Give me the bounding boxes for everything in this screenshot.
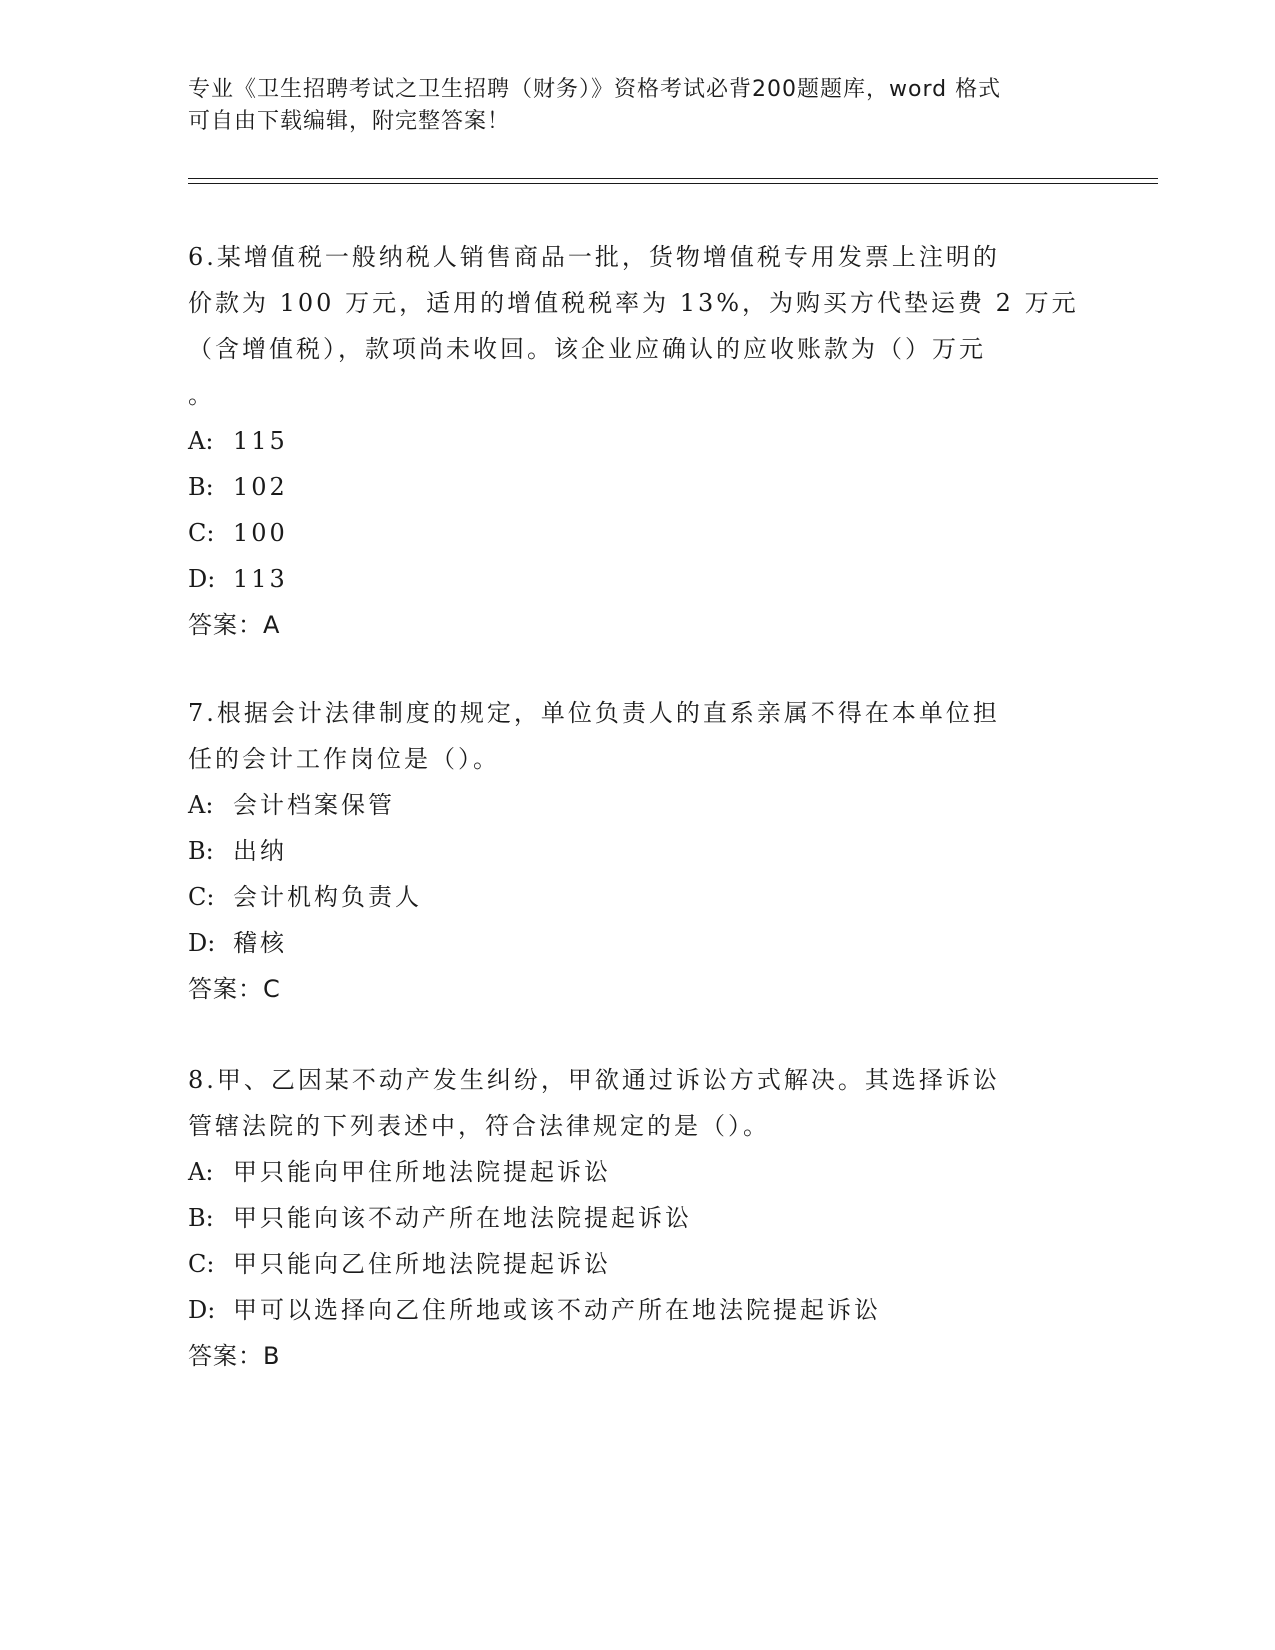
header-line-1: 专业《卫生招聘考试之卫生招聘（财务）》资格考试必背200题题库，word 格式: [188, 77, 1002, 102]
stem-line: 7.根据会计法律制度的规定，单位负责人的直系亲属不得在本单位担: [188, 699, 1000, 727]
option-text: 会计档案保管: [233, 791, 395, 819]
option-letter: C:: [188, 519, 215, 547]
option-text: 稽核: [233, 929, 287, 957]
stem-line: 任的会计工作岗位是（）。: [188, 745, 500, 773]
option-letter: A:: [188, 427, 214, 455]
question-stem: [188, 234, 1088, 418]
option-letter: B:: [188, 473, 214, 501]
option-text: 甲只能向乙住所地法院提起诉讼: [233, 1250, 611, 1278]
option-letter: C:: [188, 1250, 215, 1278]
option-text: 102: [233, 473, 288, 501]
option-text: 甲只能向甲住所地法院提起诉讼: [233, 1158, 611, 1186]
option-b: [188, 828, 1088, 874]
option-text: 出纳: [233, 837, 287, 865]
option-letter: B:: [188, 1204, 214, 1232]
answer: 答案：B: [188, 1342, 281, 1370]
option-text: 会计机构负责人: [233, 883, 422, 911]
header-divider-top: [188, 178, 1158, 179]
option-text: 115: [233, 427, 288, 455]
option-letter: D:: [188, 565, 216, 593]
answer: 答案：C: [188, 975, 281, 1003]
option-letter: D:: [188, 929, 216, 957]
stem-line: 6.某增值税一般纳税人销售商品一批，货物增值税专用发票上注明的: [188, 243, 1000, 271]
header-line-2: 可自由下载编辑，附完整答案！: [188, 109, 511, 134]
question-stem: [188, 690, 1088, 782]
question-stem: [188, 1057, 1088, 1149]
option-d: [188, 1287, 1088, 1333]
option-a: [188, 1149, 1088, 1195]
option-text: 甲只能向该不动产所在地法院提起诉讼: [233, 1204, 692, 1232]
option-text: 100: [233, 519, 288, 547]
option-b: [188, 464, 1088, 510]
option-c: [188, 1241, 1088, 1287]
option-text: 甲可以选择向乙住所地或该不动产所在地法院提起诉讼: [233, 1296, 881, 1324]
stem-line: （含增值税），款项尚未收回。该企业应确认的应收账款为（）万元: [188, 335, 986, 363]
question-8: [188, 1057, 1088, 1379]
option-letter: A:: [188, 1158, 214, 1186]
answer: 答案：A: [188, 611, 281, 639]
option-letter: C:: [188, 883, 215, 911]
option-letter: B:: [188, 837, 214, 865]
option-c: [188, 510, 1088, 556]
option-letter: A:: [188, 791, 214, 819]
option-a: [188, 782, 1088, 828]
option-d: [188, 556, 1088, 602]
question-6: [188, 234, 1088, 648]
stem-line: 价款为 100 万元，适用的增值税税率为 13%，为购买方代垫运费 2 万元: [188, 289, 1079, 317]
document-header: [188, 74, 1088, 138]
stem-line: 管辖法院的下列表述中，符合法律规定的是（）。: [188, 1112, 770, 1140]
option-d: [188, 920, 1088, 966]
stem-line: 8.甲、乙因某不动产发生纠纷，甲欲通过诉讼方式解决。其选择诉讼: [188, 1066, 1000, 1094]
option-c: [188, 874, 1088, 920]
stem-line: 。: [188, 381, 215, 409]
question-7: [188, 690, 1088, 1012]
option-letter: D:: [188, 1296, 216, 1324]
option-a: [188, 418, 1088, 464]
option-text: 113: [233, 565, 288, 593]
option-b: [188, 1195, 1088, 1241]
header-divider-bottom: [188, 183, 1158, 184]
